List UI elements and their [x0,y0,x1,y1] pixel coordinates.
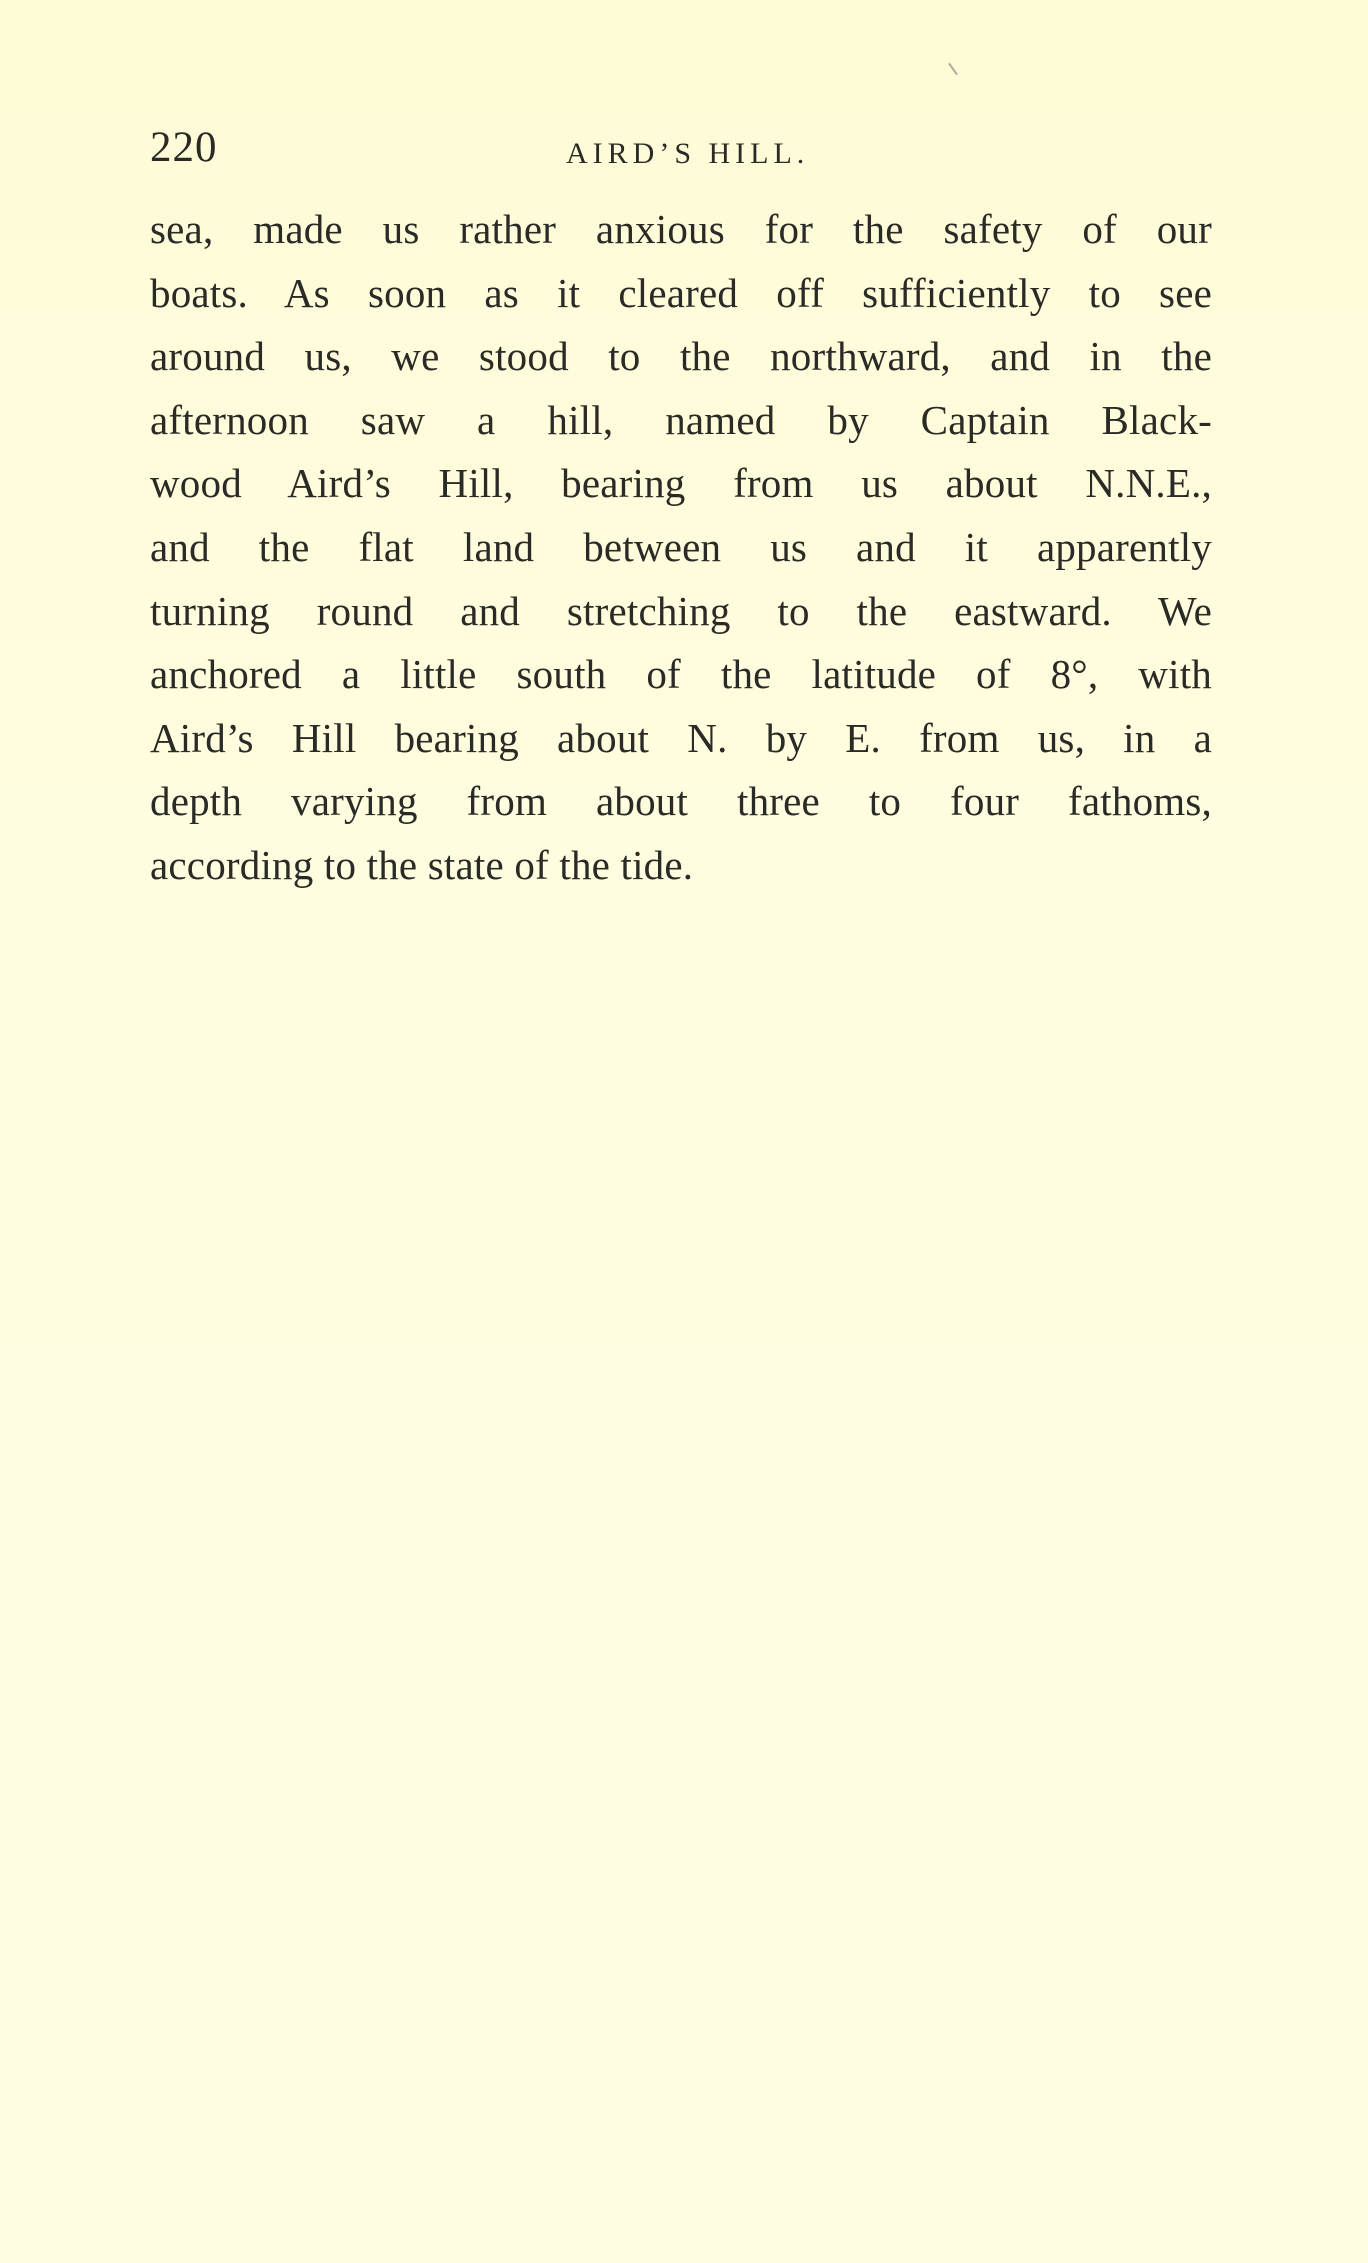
page-header [150,118,1212,178]
text-line: turning round and stretching to the eastward. We [150,587,1212,634]
text-line: boats. As soon as it cleared off sufficiently to see [150,269,1212,316]
text-line: around us, we stood to the northward, and in the [150,333,1212,380]
text-line: wood Aird’s Hill, bearing from us about N.N.E., [150,460,1212,507]
text-line: afternoon saw a hill, named by Captain Black- [150,396,1212,443]
text-line: according to the state of the tide. [150,841,694,888]
text-line: anchored a little south of the latitude of 8°, with [150,651,1212,698]
text-line: Aird’s Hill bearing about N. by E. from us, in a [150,714,1212,761]
text-line: sea, made us rather anxious for the safety of our [150,206,1212,252]
page-number: 220 [150,124,218,171]
text-line: depth varying from about three to four fathoms, [150,778,1212,825]
body-paragraph [150,198,1212,898]
running-head: AIRD’S HILL. [566,137,810,170]
text-line: and the flat land between us and it apparently [150,523,1212,570]
print-speck [948,63,958,76]
